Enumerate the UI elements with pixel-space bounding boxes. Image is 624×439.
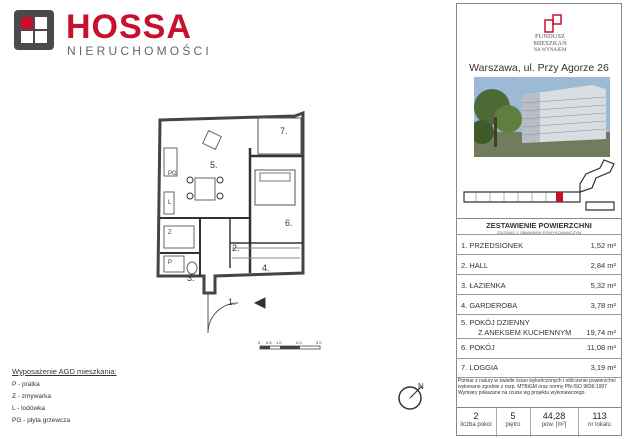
scale-label-05: 0.5 bbox=[266, 340, 272, 345]
areas-subtitle: ZGODNIE Z OBMIAREM POWYKONAWCZYM bbox=[496, 230, 582, 235]
scale-label-2: 2.0 bbox=[296, 340, 302, 345]
room-label-4: 4. bbox=[262, 263, 270, 273]
area-row bbox=[456, 234, 622, 255]
summary-unit-number bbox=[578, 408, 621, 437]
area-row bbox=[456, 338, 622, 359]
fund-logo-icon bbox=[537, 14, 571, 34]
summary-bar bbox=[456, 407, 622, 437]
brand-subtitle: NIERUCHOMOŚCI bbox=[67, 44, 212, 58]
appliance-label-zmywarka: Z bbox=[168, 230, 172, 236]
summary-value: 113 bbox=[592, 411, 607, 421]
area-label: 3. ŁAZIENKA bbox=[461, 281, 506, 290]
area-value: 11,08 m² bbox=[586, 343, 616, 352]
area-value: 1,52 m² bbox=[590, 241, 616, 250]
summary-floor bbox=[496, 408, 531, 437]
area-row bbox=[456, 358, 622, 378]
scale-label-3: 3.0 bbox=[316, 340, 322, 345]
room-label-2: 2. bbox=[232, 243, 240, 253]
area-row bbox=[456, 254, 622, 275]
appliance-label-pralka: P bbox=[168, 260, 173, 266]
summary-rooms bbox=[456, 408, 497, 437]
summary-value: 5 bbox=[510, 411, 516, 421]
north-label: N bbox=[418, 382, 424, 391]
area-row bbox=[456, 314, 622, 339]
area-label: 1. PRZEDSIONEK bbox=[461, 241, 524, 250]
summary-label: piętro bbox=[505, 422, 521, 428]
legend-title: Wyposażenie AGD mieszkania: bbox=[12, 367, 117, 376]
area-label-cont: Z ANEKSEM KUCHENNYM bbox=[478, 328, 572, 337]
legend-item: Z - zmywarka bbox=[12, 393, 51, 400]
area-value: 2,84 m² bbox=[590, 261, 616, 270]
north-compass-icon bbox=[396, 380, 428, 412]
scale-label-0: 0 bbox=[258, 340, 261, 345]
room-label-5: 5. bbox=[210, 160, 218, 170]
fund-line-1: FUNDUSZ bbox=[535, 33, 565, 40]
area-label: 2. HALL bbox=[461, 261, 489, 270]
brand-name: HOSSA bbox=[66, 8, 192, 46]
room-label-7: 7. bbox=[280, 126, 288, 136]
building-photo bbox=[474, 77, 610, 157]
floor-plan bbox=[120, 108, 335, 358]
room-label-6: 6. bbox=[285, 218, 293, 228]
room-label-3: 3. bbox=[187, 273, 195, 283]
areas-header bbox=[456, 218, 622, 235]
area-label: 5. POKÓJ DZIENNY bbox=[461, 318, 530, 327]
area-value: 19,74 m² bbox=[586, 328, 616, 337]
area-value: 3,78 m² bbox=[590, 301, 616, 310]
appliance-label-lodowka: L bbox=[168, 200, 172, 206]
area-row bbox=[456, 274, 622, 295]
fund-line-2: MIESZKAŃ bbox=[533, 40, 567, 47]
area-value: 3,19 m² bbox=[590, 363, 616, 372]
fund-name bbox=[500, 33, 600, 54]
summary-value: 2 bbox=[473, 411, 479, 421]
summary-label: nr lokalu bbox=[588, 422, 611, 428]
measurement-note: Pomiar z natury w świetle ścian wykończonych i obliczenie powierzchni wykonano zgodnie z rozp. MTBiGM oraz normy PN-ISO 9836:1997 Wymiary pokazane na rzucie wg projektu wykonawczego. bbox=[458, 378, 616, 396]
summary-area bbox=[530, 408, 579, 437]
legend-item: P - pralka bbox=[12, 381, 40, 388]
summary-label: pow. [m²] bbox=[541, 422, 567, 428]
room-label-1: 1. bbox=[228, 297, 236, 307]
summary-label: liczba pokoi bbox=[460, 422, 492, 428]
scale-bar bbox=[258, 340, 322, 349]
area-value: 5,32 m² bbox=[590, 281, 616, 290]
legend-item: PG - płyta grzewcza bbox=[12, 417, 71, 424]
location-title: Warszawa, ul. Przy Agorze 26 bbox=[469, 62, 609, 74]
areas-title: ZESTAWIENIE POWIERZCHNI bbox=[486, 221, 592, 230]
area-label: 7. LOGGIA bbox=[461, 363, 499, 372]
area-row bbox=[456, 294, 622, 315]
scale-label-1: 1.0 bbox=[276, 340, 282, 345]
area-label: 6. POKÓJ bbox=[461, 343, 495, 352]
legend-item: L - lodówka bbox=[12, 405, 45, 412]
hossa-logo-icon bbox=[14, 10, 54, 50]
fund-line-3: NA WYNAJEM bbox=[533, 48, 567, 53]
building-key-plan bbox=[460, 158, 618, 212]
summary-value: 44,28 bbox=[542, 411, 566, 421]
area-label: 4. GARDEROBA bbox=[461, 301, 518, 310]
appliance-label-plyta: PG bbox=[168, 171, 177, 177]
